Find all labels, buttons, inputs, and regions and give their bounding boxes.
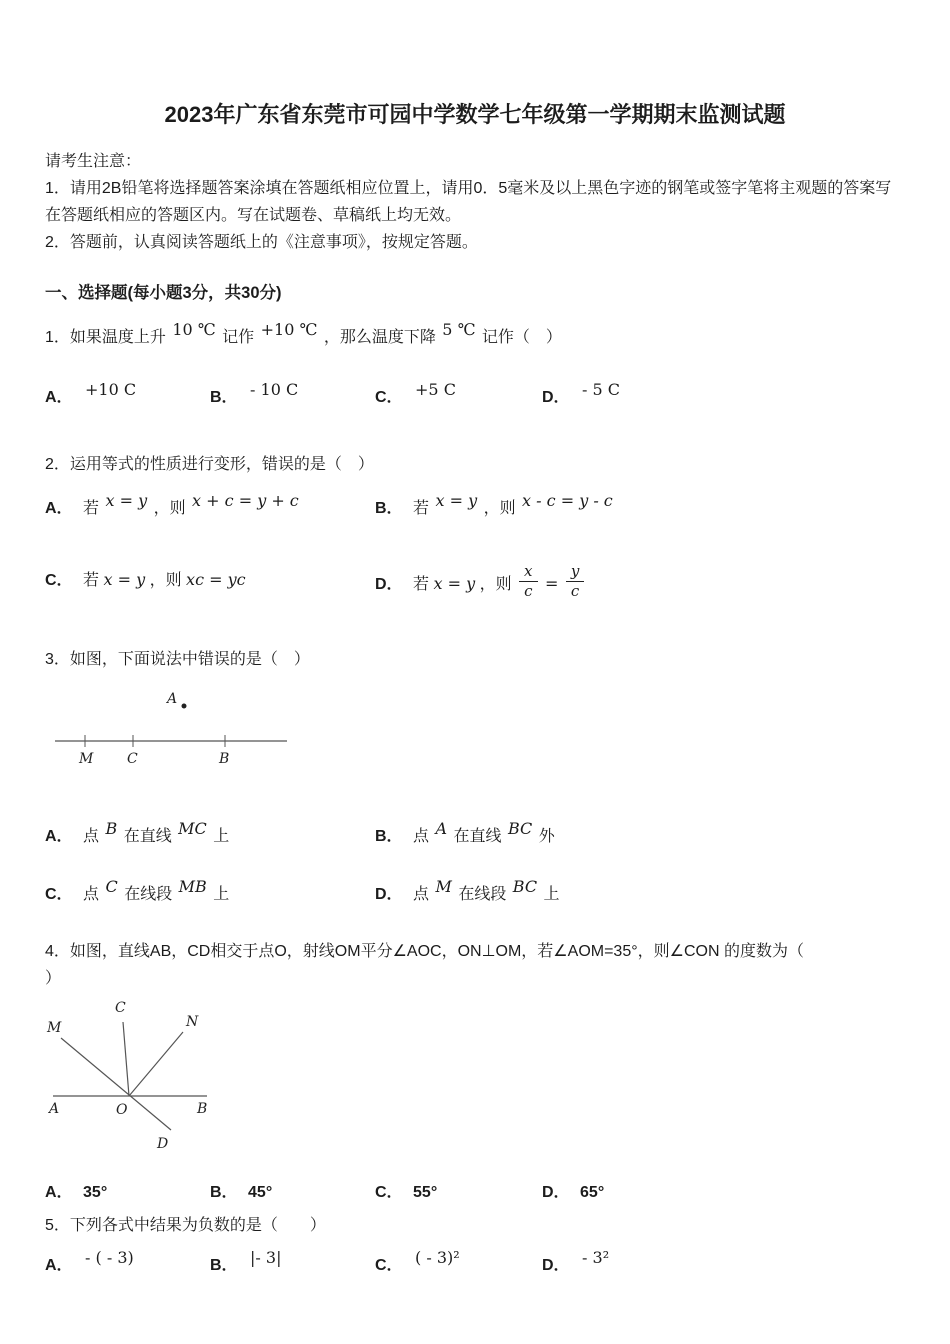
- q5-option-c-value: ( - 3)²: [415, 1247, 460, 1267]
- question-4-figure: [45, 996, 275, 1164]
- question-5-stem: 5．下列各式中结果为负数的是（ ）: [45, 1216, 326, 1234]
- q2-option-b-formula-1: x = y: [435, 491, 478, 510]
- question-2-options-row-1: [45, 491, 905, 522]
- q5-option-d-label: D．: [542, 1256, 570, 1274]
- question-3-stem: 3．如图，下面说法中错误的是（ ）: [45, 650, 310, 668]
- q2-option-d-label: D．: [375, 575, 403, 593]
- notice-header: 请考生注意：: [45, 153, 142, 170]
- question-3-figure-wrap: [47, 685, 905, 778]
- question-3: [45, 646, 905, 908]
- q2-option-b-mid: ，则: [483, 500, 516, 517]
- q1-option-d-value: - 5 C: [582, 380, 621, 399]
- q3-option-b-text-2: 在直线: [453, 827, 502, 845]
- question-4-options: [45, 1179, 905, 1206]
- q2-option-a-label: A．: [45, 500, 73, 517]
- q1-formula-2: +10 ℃: [260, 320, 318, 339]
- q3-option-a-point: B: [105, 818, 118, 838]
- q4-option-a: [45, 1179, 210, 1206]
- q1-option-b-value: - 10 C: [250, 380, 299, 399]
- q5-option-a-label: A．: [45, 1256, 73, 1274]
- q5-option-d-value: - 3²: [582, 1247, 610, 1267]
- fig3-label-A: A: [167, 690, 178, 707]
- question-4-figure-wrap: [45, 996, 905, 1169]
- q2-option-c-label: C．: [45, 572, 73, 589]
- fig3-label-C: C: [127, 750, 138, 767]
- q3-option-c-text-3: 上: [213, 885, 230, 903]
- question-3-options-row-2: [45, 876, 905, 908]
- fig4-label-C: C: [115, 999, 126, 1016]
- q4-option-c: [375, 1179, 542, 1206]
- q4-option-b-label: B．: [210, 1183, 238, 1201]
- q3-option-d: [375, 876, 905, 908]
- q3-option-d-label: D．: [375, 885, 403, 903]
- question-2: [45, 451, 905, 604]
- q4-option-b: [210, 1179, 375, 1206]
- q2-option-d-fraction-1: [519, 563, 537, 601]
- q2-option-d-fraction-2: [566, 563, 584, 601]
- q4-option-b-value: 45°: [248, 1183, 273, 1201]
- page-title: 2023年广东省东莞市可园中学数学七年级第一学期期末监测试题: [164, 102, 786, 127]
- q2-option-c: [45, 566, 375, 604]
- notice-section: [45, 148, 905, 256]
- fig4-label-M: M: [47, 1019, 62, 1036]
- fig4-ray-ON: [129, 1032, 183, 1096]
- q1-formula-1: 10 ℃: [172, 320, 216, 339]
- q1-option-d-label: D．: [542, 389, 570, 406]
- q3-option-c-point: C: [105, 876, 118, 896]
- q2-option-c-mid: ，则: [149, 572, 182, 589]
- q1-text-3: ，那么温度下降: [323, 329, 436, 346]
- fig4-label-A: A: [49, 1100, 60, 1117]
- notice-item-2: 2．答题前，认真阅读答题纸上的《注意事项》，按规定答题。: [45, 234, 478, 251]
- question-2-options-row-2: [45, 562, 905, 604]
- q2-option-d: [375, 562, 905, 604]
- q2-option-b-label: B．: [375, 500, 403, 517]
- question-5: [45, 1212, 905, 1279]
- q3-option-b-text-1: 点: [413, 827, 430, 845]
- question-2-stem: 2．运用等式的性质进行变形，错误的是（ ）: [45, 456, 374, 473]
- q1-option-b-label: B．: [210, 389, 238, 406]
- question-5-options: [45, 1247, 905, 1279]
- question-4: [45, 938, 905, 1206]
- q2-option-c-formula-2: xc = yc: [186, 570, 246, 589]
- q3-option-d-text-2: 在线段: [458, 885, 507, 903]
- q2-option-d-equals: =: [544, 573, 559, 593]
- question-1-stem: [45, 320, 905, 351]
- q5-option-a-value: - ( - 3): [85, 1247, 134, 1267]
- q3-option-a-text-1: 点: [83, 827, 100, 845]
- fig3-point-A-dot: [182, 703, 187, 708]
- q3-option-b-label: B．: [375, 827, 403, 845]
- q1-option-c: [375, 380, 542, 411]
- q5-option-b-label: B．: [210, 1256, 238, 1274]
- q4-option-c-value: 55°: [413, 1183, 438, 1201]
- q1-option-a-label: A．: [45, 389, 73, 406]
- section-one-heading: 一、选择题(每小题3分，共30分): [45, 284, 282, 302]
- q4-option-d-label: D．: [542, 1183, 570, 1201]
- q4-option-d-value: 65°: [580, 1183, 605, 1201]
- q4-option-a-label: A．: [45, 1183, 73, 1201]
- q2-option-c-formula-1: x = y: [103, 570, 146, 589]
- q3-option-d-text-3: 上: [543, 885, 560, 903]
- q3-option-a-segment: MC: [178, 818, 207, 838]
- question-1: [45, 320, 905, 411]
- question-1-options: [45, 380, 905, 411]
- q2-option-b-pre: 若: [413, 500, 430, 517]
- notice-item-1: 1．请用2B铅笔将选择题答案涂填在答题纸相应位置上，请用0．5毫米及以上黑色字迹的钢笔或签字笔将主观题的答案写在答题纸相应的答题区内。写在试题卷、草稿纸上均无效。: [45, 180, 892, 224]
- q2-option-a-formula-1: x = y: [105, 491, 148, 510]
- fig4-label-B: B: [197, 1100, 208, 1117]
- q5-option-c: [375, 1247, 542, 1279]
- q3-option-d-segment: BC: [512, 876, 538, 896]
- q2-option-a: [45, 491, 375, 522]
- q5-option-c-label: C．: [375, 1256, 403, 1274]
- question-3-figure: [47, 685, 347, 773]
- question-4-stem-line-1: 4．如图，直线AB，CD相交于点O，射线OM平分∠AOC，ON⊥OM，若∠AOM=35°，则∠CON 的度数为（: [45, 942, 804, 960]
- q2-option-d-pre: 若: [413, 575, 430, 593]
- q3-option-b-segment: BC: [507, 818, 533, 838]
- q2-option-d-frac1-den: c: [524, 582, 533, 601]
- q1-option-a-value: +10 C: [85, 380, 137, 399]
- q3-option-c: [45, 876, 375, 908]
- q2-option-b-formula-2: x - c = y - c: [522, 491, 613, 510]
- q4-option-c-label: C．: [375, 1183, 403, 1201]
- q2-option-c-pre: 若: [83, 572, 100, 589]
- question-3-options-row-1: [45, 818, 905, 850]
- q3-option-c-label: C．: [45, 885, 73, 903]
- q3-option-a: [45, 818, 375, 850]
- q2-option-d-formula-1: x = y: [433, 573, 476, 593]
- q3-option-a-label: A．: [45, 827, 73, 845]
- fig4-label-N: N: [186, 1013, 199, 1030]
- q1-option-d: [542, 380, 905, 411]
- fig4-label-D: D: [157, 1135, 169, 1152]
- q2-option-a-formula-2: x + c = y + c: [192, 491, 299, 510]
- q5-option-a: [45, 1247, 210, 1279]
- q3-option-a-text-2: 在直线: [123, 827, 172, 845]
- q2-option-b: [375, 491, 905, 522]
- q3-option-a-text-3: 上: [213, 827, 230, 845]
- q5-option-b-value: |- 3|: [250, 1247, 282, 1267]
- q1-text-1: 1．如果温度上升: [45, 329, 166, 346]
- fig3-label-B: B: [219, 750, 230, 767]
- q4-option-a-value: 35°: [83, 1183, 108, 1201]
- q2-option-d-frac2-num: y: [566, 563, 584, 582]
- q1-text-2: 记作: [222, 329, 255, 346]
- q1-formula-3: 5 ℃: [442, 320, 476, 339]
- q3-option-d-point: M: [435, 876, 452, 896]
- q3-option-c-text-2: 在线段: [124, 885, 173, 903]
- q2-option-a-mid: ，则: [153, 500, 186, 517]
- q4-option-d: [542, 1179, 905, 1206]
- q2-option-d-mid: ，则: [479, 575, 512, 593]
- q2-option-d-frac2-den: c: [570, 582, 580, 601]
- q2-option-d-frac1-num: x: [519, 563, 537, 582]
- q1-option-b: [210, 380, 375, 411]
- q3-option-d-text-1: 点: [413, 885, 430, 903]
- fig4-label-O: O: [116, 1101, 128, 1118]
- q1-option-a: [45, 380, 210, 411]
- q2-option-a-pre: 若: [83, 500, 100, 517]
- q3-option-c-text-1: 点: [83, 885, 100, 903]
- q3-option-c-segment: MB: [178, 876, 207, 896]
- q3-option-b: [375, 818, 905, 850]
- q1-option-c-value: +5 C: [415, 380, 456, 399]
- q5-option-b: [210, 1247, 375, 1279]
- fig4-ray-OC: [123, 1022, 129, 1096]
- q1-option-c-label: C．: [375, 389, 403, 406]
- q1-text-4: 记作（ ）: [481, 329, 562, 346]
- q3-option-b-point: A: [435, 818, 448, 838]
- q3-option-b-text-3: 外: [538, 827, 555, 845]
- q5-option-d: [542, 1247, 905, 1279]
- question-4-stem-line-2: ）: [45, 969, 62, 987]
- fig3-label-M: M: [79, 750, 94, 767]
